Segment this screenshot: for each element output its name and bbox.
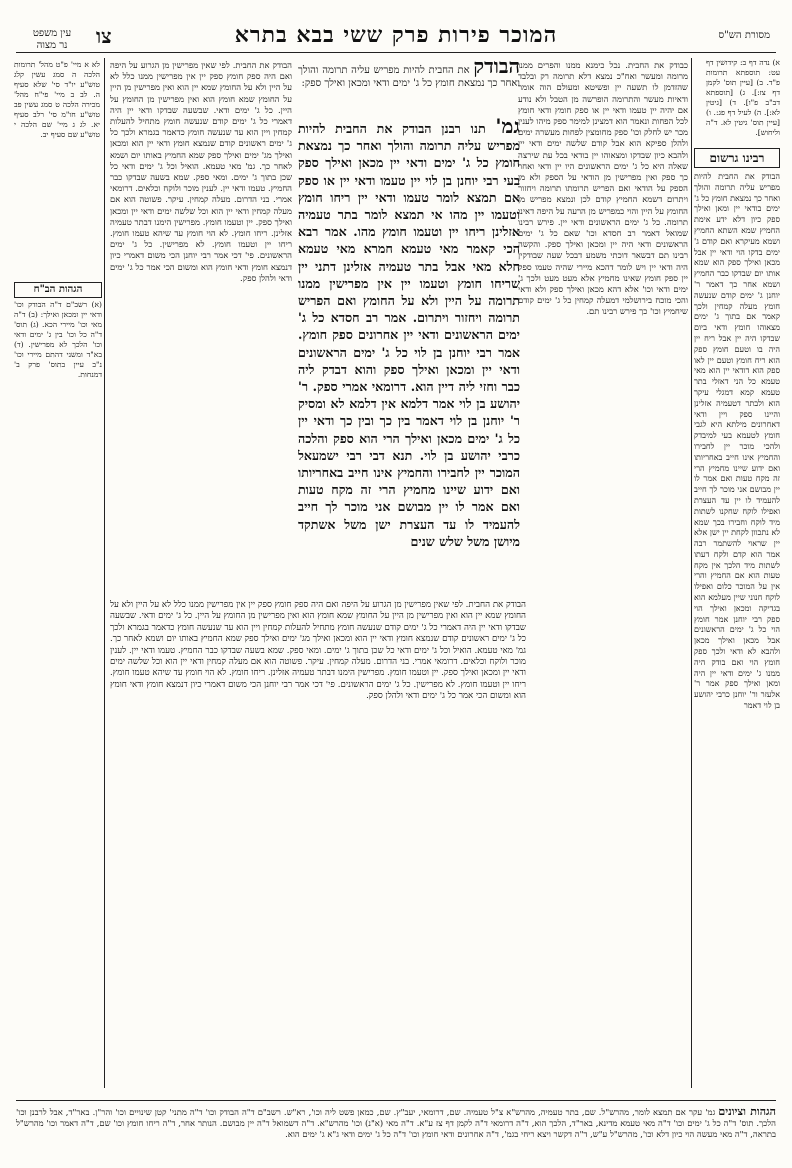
rabbeinu-gershom-text: הבודק את החבית להיות מפריש עליה תרומה והולך ואחר כך נמצאת חומץ כל ג' ימים בודאי יין ומאן ואילך ספק כיון דלא ידע אימת החמיץ שמא השתא החמיץ ושמא מעיקרא ואם קודם ג' ימים בדקו הוי ודאי יין אבל מכאן ואילך ספק הוא שמא אותו יום שבדקו כבר החמיץ ושמא אחר כך דאמר ר' יוחנן ג' ימים קודם שנעשה חומץ מעלה קמחין ולכך קאמר אם בתוך ג' ימים מצאוהו חומץ ודאי ביום שבדקו היה יין אבל ריח יין היה בו וטעם חומץ ספק הוא ריח חומץ וטעם יין לאו ספק הוא דודאי יין הוא מאי טעמא כל הני דאזלי בתר טעמא קמא דמגלי עיקר הוא ולבתר דטעמיה אזלינן והיינו ספק ויין ודאי דאחרונים מילתא היא לגבי חומץ לטעמא בעי למיבדק ולהכי מוכר יין לחבירו והחמיץ אינו חייב באחריותו ואם ידוע שיינו מחמיץ הרי זה מקח טעות ואם אמר לו יין מבושם אני מוכר לך חייב להעמיד לו יין עד העצרת ואפילו לוקח שחקנו לשתות מיד לוקח וחבירו בכך שמא לא נתכוון לקחת יין ישן אלא יין שראוי להשתמר רבה אמר הוא קדם ולקח דעתו לשתות מיד הלכך אין מקח טעות הוא אם החמיץ והרי אין על המוכר כלום ואפילו לוקח חנוני שיין מעלמא הוא בגדיקה ומכאן ואילך הוי ספק רבי יוחנן אמר חומץ הוי כל ג' ימים הראשונים אבל מכאן ואילך מכאן ולהבא לא ודאי ולכך ספק חומץ הוי ואם בודק היה ממנו ג' ימים ודאי יין היה ומאן ואילך ספק אמר ר' אלעזר ור' יוחנן כרבי יהושע בן לוי דאמר bbox=[694, 172, 780, 711]
footer-rule bbox=[16, 1100, 776, 1101]
rabbeinu-gershom-heading: רבינו גרשום bbox=[694, 148, 780, 168]
rashbam-column bbox=[110, 60, 292, 620]
gemara-label: גמ' bbox=[495, 118, 520, 138]
ein-mishpat-label: עין משפט נר מצוה bbox=[32, 28, 72, 51]
rashbam-text: הבודק את החבית. לפי שאין מפרישין מן הגרוע על היפה ואם היה ספק חומץ ספק יין אין מפרישין ממנו כלל לא על היין ולא על החומץ שמא יין הוא ואין מפרישין מן היין על החומץ שמא חומץ הוא ואין מפרישין מן החומץ על היין. כל ג' ימים ודאי. שבשעה שבדקו ודאי יין היה דאמרי כל ג' ימים קודם שנעשה חומץ מתחיל להעלות קמחין ויין הוא עד שנעשה חומץ כדאמר בגמרא ולכך כל ג' ימים ראשונים קודם שנמצא חומץ ודאי יין הוא ומכאן ואילך מג' ימים ואילך ספק שמא החמיץ באותו יום ושמא לאחר כך. גמ' מאי טעמא. הואיל וכל ג' ימים ודאי כל שכן בתוך ג' ימים. ומאי ספק. שמא בשעה שבדקו כבר החמיץ. טעמו ודאי יין. לענין מוכר ולוקח וכלאים. דרומאי אמרי. בני הדרום. מעלה קמחין. עיקר. פשוטה הוא אם מעלה קמחין ודאי יין הוא וכל שלשה ימים ודאי יין ומכאן ואילך ספק. יין וטעמו חומץ. מפרישין הימנו דבתר טעמיה אזלינן. ריחו חומץ. לא הוי חומץ עד שיהא טעמו חומץ. ריחו יין וטעמו חומץ. לא מפרישין. כל ג' ימים הראשונים. פי' דכי אמר רבי יוחנן הכי משום דאמרי כיון דנמצא חומץ ודאי חומץ הוא ומשום הכי אמר כל ג' ימים ודאי ולהלן ספק. bbox=[110, 60, 292, 283]
gemara-intro bbox=[298, 60, 520, 116]
gemara-text: תנו רבנן הבודק את החבית להיות מפריש עליה תרומה והולך ואחר כך נמצאת חומץ כל ג' ימים ודאי יין מכאן ואילך ספק בעי רבי יוחנן בן לוי יין טעמו ודאי יין או ספק אם תמצא לומר טעמו ודאי יין ריחו חומץ וטעמו יין מהו אי תמצא לומר בתר טעמיה אזלינן ריחו יין וטעמו חומץ מהו. אמר רבא הכי קאמר מאי טעמא חמרא מאי טעמא חלא מאי אבל בתר טעמיה אזלינן דתני יין שריחו חומץ וטעמו יין אין מפרישין ממנו תרומה על היין ולא על החומץ ואם הפריש תרומה ויחזור ויתרום. אמר רב חסדא כל ג' ימים הראשונים ודאי יין אחרונים ספק חומץ. אמר רבי יוחנן בן לוי כל ג' ימים הראשונים ודאי יין ומכאן ואילך ספק והוא דבדק ליה כבר וחזי ליה דיין הוא. דרומאי אמרי ספק. ר' יהושע בן לוי אמר דלמא אין דלמא לא ומסיק ר' יוחנן בן לוי דאמר בין כך ובין כך ודאי יין כל ג' ימים מכאן ואילך הרי הוא ספק והלכה כרבי יהושע בן לוי. תנא דבי רבי ישמעאל המוכר יין לחבירו והחמיץ אינו חייב באחריותו ואם ידוע שיינו מחמיץ הרי זה מקח טעות ואם אמר לו יין מבושם אני מוכר לך חייב להעמיד לו עד העצרת ישן משל אשתקד מיושן משל שלש שנים bbox=[298, 121, 520, 549]
gemara-intro-text: את החבית להיות מפריש עליה תרומה והולך ואחר כך נמצאת חומץ כל ג' ימים ודאי ומכאן ואילך ספק: bbox=[298, 65, 520, 89]
haggahot-habach-text: (א) רשב"ם ד"ה הבודק וכו' ודאי יין ומכאן ואילך: (ב) ד"ה מאי וכו' מיירי הכא. (ג) תוס' ד"ה כל וכו' בין ג' ימים ודאי וכו' הלכך לא מפרישין. (ד) בא"ד ומשני דהתם מיירי וכו' נ"ב עיין בתוס' פרק ב' דמנחות. bbox=[14, 300, 102, 379]
header-rule bbox=[16, 52, 776, 53]
ein-mishpat-margin bbox=[14, 60, 100, 260]
haggahot-habach-heading: הגהות הב"ח bbox=[14, 282, 102, 298]
gemara-column bbox=[298, 118, 520, 590]
page-title: המוכר פירות פרק ששי בבא בתרא bbox=[234, 22, 558, 48]
haggahot-habach-column bbox=[14, 300, 102, 420]
haggahot-vetziyunim-text: גמ' עקר אם תמצא לומר, מהרש"ל. שם, בתר טעמיה, מהרש"א צ"ל טעמיה. שם, דרומאי, יעב"ץ. שם, כמאן פשט ליה וכו', רא"ש. רשב"ם ד"ה הבודק וכו' ד"ה מתני' קטן שינויים וכו' והר"ן. באר"ד, אבל לרבנן וכו' הלכך. תוס' ד"ה כל ג' ימים וכו' ד"ה מאי טעמא מדינא, באר"ד, הלכך הוא, ד"ה דרומאי ד"ה לקמן דף צז ע"א. ד"ה מאי (א"נ) וכו' מהרש"א. ד"ה דשמואל ד"ה יין מבושם. הנותר אחר, ד"ה ריחו חומץ וכו' שם, ד"ה דאמר וכו' מהרש"ל בתראה, ד"ה מאי מעשה הוי כיון דלא וכו', מהרש"ל ע"ש, ד"ה דקשר ויצא ריחי בגמ', ד"ה אחרונים ודאי חומץ וכו' ד"ה כל ג' ימים ודאי ג"א ג' ימים הוא. bbox=[16, 1107, 776, 1139]
rashbam-continuation bbox=[110, 600, 526, 1080]
column-divider bbox=[691, 58, 692, 1088]
page-number: צו bbox=[96, 24, 112, 48]
rabbeinu-gershom-column bbox=[694, 172, 780, 1022]
tosafot-text: כבודק את החבית. נכל כימנא ממנו והפרים ממנו מרומה ומעשר ואח"כ נמצא דלא תרומה רק ובלבד שהזדמן לו תשעה יין ופשיטא ומעולם הוה אומר ודאיות מעשר והתרומה הופרשה מן הטבל ולא נודע אם יהיה יין טעמו ודאי יין או ספק חומץ ודאי חומץ לכל הפחות ונאמר הוא דמצינן למימר ספק מיהו לענין מכר יש לחלק וכו' ספק מחומצין לפחות מעשרה ימים ולהלן ספיקא הוא אבל קודם שלשה ימים ודאי יין ולהבא כיון שבדקו ומצאוהו יין בודאי בכל עת שירצה שאלה היא כל ג' ימים הראשונים היו יין ודאי ואחר כך ספק ואין מפרישין מן הודאי על הספק ולא מן הספק על הודאי ואם הפריש תרומתו תרומה ויחזור ויתרום דשמא החמיץ קודם לכן ונמצא מפריש מן החומץ על היין והוי כמפריש מן הרעה על היפה דאינו תרומה. כל ג' ימים הראשונים ודאי יין. פירש רבינו שמואל דאמר רב חסדא וכו' שאם כל ג' ימים הראשונים ודאי היה יין ומכאן ואילך ספק. והקשה רבינו תם דבשאר דוכתי משמע דבכל שעה שבודקין היה ודאי יין ויש לומר דהכא מיירי שהיה טעמו ספק יין ספק חומץ שאינו מחמיץ אלא מעט מעט ולכך ג' ימים ודאי וכו' אלא דהא מכאן ואילך ספק ולא ודאי והכי מוכח בירושלמי דמעלה קמחין כל ג' ימים קודם שיחמיץ וכו' כך פירש רבינו תם. bbox=[518, 60, 688, 317]
ein-mishpat-text: לא א מיי' פ"ט מהל' תרומות הלכה ה סמג עשין קלג טוש"ע יו"ד סי' שלא סעיף ה. לב ב מיי' פי"ח מהל' מכירה הלכה ט סמג עשין פב טוש"ע חו"מ סי' רלב סעיף יא. לג ג מיי' שם הלכה י טוש"ע שם סעיף יב. bbox=[14, 60, 100, 139]
rashbam-continuation-text: הבודק את החבית. לפי שאין מפרישין מן הגרוע על היפה ואם היה ספק חומץ ספק יין אין מפרישין ממנו כלל לא על היין ולא על החומץ שמא יין הוא ואין מפרישין מן היין על החומץ שמא חומץ הוא ואין מפרישין מן החומץ על היין. כל ג' ימים ודאי. שבשעה שבדקו ודאי יין היה דאמרי כל ג' ימים קודם שנעשה חומץ מתחיל להעלות קמחין ויין הוא עד שנעשה חומץ כדאמר בגמרא ולכך כל ג' ימים ראשונים קודם שנמצא חומץ ודאי יין הוא ומכאן ואילך מג' ימים ואילך ספק שמא החמיץ באותו יום ושמא לאחר כך. גמ' מאי טעמא. הואיל וכל ג' ימים ודאי כל שכן בתוך ג' ימים. ומאי ספק. שמא בשעה שבדקו כבר החמיץ. טעמו ודאי יין. לענין מוכר ולוקח וכלאים. דרומאי אמרי. בני הדרום. מעלה קמחין. עיקר. פשוטה הוא אם מעלה קמחין ודאי יין הוא וכל שלשה ימים ודאי יין ומכאן ואילך ספק. יין וטעמו חומץ. מפרישין הימנו דבתר טעמיה אזלינן. ריחו חומץ. לא הוי חומץ עד שיהא טעמו חומץ. ריחו יין וטעמו חומץ. לא מפרישין. כל ג' ימים הראשונים. פי' דכי אמר רבי יוחנן הכי משום דאמרי כיון דנמצא חומץ ודאי חומץ הוא ומשום הכי אמר כל ג' ימים ודאי ולהלן ספק. bbox=[110, 600, 526, 702]
masoret-hashas-text: א) נדה דף ב: קידושין דף עט: תוספתא תרומות פ"ד. ב) [עיין תוס' לקמן דף צז:]. ג) [תוספתא דב"ב פ"ו]. ד) [גיטין לא:]. ה) לעיל דף פג:. ו) [עיין תוס' גיטין לא. ד"ה וליחוש]. bbox=[706, 58, 780, 137]
tosafot-column bbox=[518, 60, 688, 708]
column-divider bbox=[104, 58, 105, 1088]
haggahot-vetziyunim bbox=[16, 1106, 776, 1162]
gemara-intro-label: הבודק bbox=[473, 60, 520, 78]
masoret-hashas-label: מסורת הש"ס bbox=[718, 30, 770, 41]
haggahot-vetziyunim-label: הגהות וציונים bbox=[718, 1105, 777, 1118]
